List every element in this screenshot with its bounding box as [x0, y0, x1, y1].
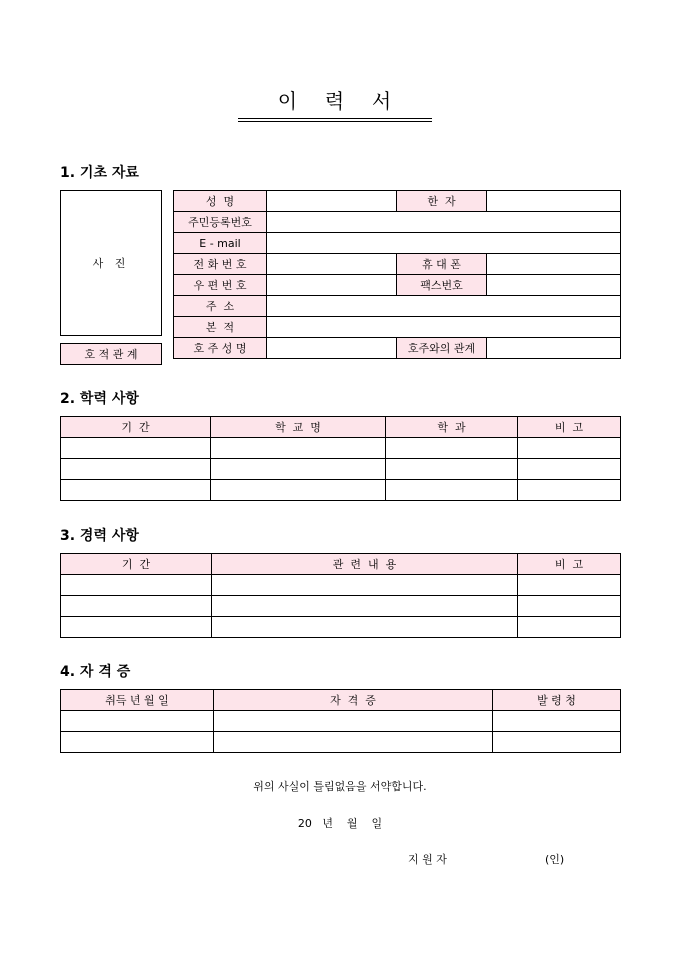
photo-label: 사 진: [92, 257, 130, 270]
table-row: [61, 438, 621, 459]
edu-cell[interactable]: [386, 459, 518, 480]
origin-field[interactable]: [267, 317, 621, 338]
edu-header-school: 학 교 명: [211, 417, 386, 438]
career-cell[interactable]: [518, 596, 621, 617]
edu-header-note: 비 고: [518, 417, 621, 438]
date-line: 20 년 월 일: [297, 817, 383, 830]
career-cell[interactable]: [518, 575, 621, 596]
table-row: [61, 480, 621, 501]
pledge-text: 위의 사실이 틀림없음을 서약합니다.: [253, 780, 427, 793]
hanja-label: 한 자: [397, 191, 487, 212]
head-name-field[interactable]: [267, 338, 397, 359]
fax-field[interactable]: [487, 275, 621, 296]
section-career-title: 3. 경력 사항: [60, 528, 139, 544]
mobile-label: 휴 대 폰: [397, 254, 487, 275]
phone-field[interactable]: [267, 254, 397, 275]
license-header-issuer: 발 령 청: [493, 690, 621, 711]
email-field[interactable]: [267, 233, 621, 254]
career-cell[interactable]: [518, 617, 621, 638]
career-header-note: 비 고: [518, 554, 621, 575]
name-label: 성 명: [174, 191, 267, 212]
phone-label: 전 화 번 호: [174, 254, 267, 275]
career-header-content: 관 련 내 용: [212, 554, 518, 575]
address-label: 주 소: [174, 296, 267, 317]
table-row: [61, 596, 621, 617]
origin-label: 본 적: [174, 317, 267, 338]
career-cell[interactable]: [212, 575, 518, 596]
applicant-label: 지 원 자: [408, 853, 447, 866]
table-row: [61, 617, 621, 638]
edu-cell[interactable]: [61, 438, 211, 459]
career-header-period: 기 간: [61, 554, 212, 575]
edu-cell[interactable]: [211, 438, 386, 459]
edu-header-major: 학 과: [386, 417, 518, 438]
head-name-label: 호 주 성 명: [174, 338, 267, 359]
license-cell[interactable]: [214, 711, 493, 732]
email-label: E - mail: [174, 233, 267, 254]
license-table: [60, 689, 621, 753]
edu-cell[interactable]: [386, 438, 518, 459]
edu-cell[interactable]: [386, 480, 518, 501]
section-education-title: 2. 학력 사항: [60, 391, 139, 407]
table-row: [61, 575, 621, 596]
basic-info-table: [173, 190, 621, 359]
edu-cell[interactable]: [518, 438, 621, 459]
edu-cell[interactable]: [61, 459, 211, 480]
address-field[interactable]: [267, 296, 621, 317]
postal-field[interactable]: [267, 275, 397, 296]
family-rel-label: 호 적 관 계: [61, 344, 162, 365]
table-row: [61, 459, 621, 480]
mobile-field[interactable]: [487, 254, 621, 275]
edu-cell[interactable]: [518, 459, 621, 480]
hanja-field[interactable]: [487, 191, 621, 212]
document-title: 이 력 서: [277, 89, 393, 113]
head-rel-field[interactable]: [487, 338, 621, 359]
edu-header-period: 기 간: [61, 417, 211, 438]
license-header-name: 자 격 증: [214, 690, 493, 711]
fax-label: 팩스번호: [397, 275, 487, 296]
table-row: [61, 732, 621, 753]
table-row: [61, 711, 621, 732]
license-cell[interactable]: [61, 732, 214, 753]
section-license-title: 4. 자 격 증: [60, 664, 131, 680]
edu-cell[interactable]: [61, 480, 211, 501]
rrn-label: 주민등록번호: [174, 212, 267, 233]
postal-label: 우 편 번 호: [174, 275, 267, 296]
title-underline: [238, 118, 432, 122]
photo-box: [60, 190, 162, 336]
name-field[interactable]: [267, 191, 397, 212]
license-cell[interactable]: [493, 732, 621, 753]
career-cell[interactable]: [212, 617, 518, 638]
rrn-field[interactable]: [267, 212, 621, 233]
family-rel-table: [60, 343, 162, 365]
edu-cell[interactable]: [211, 480, 386, 501]
career-cell[interactable]: [61, 575, 212, 596]
education-table: [60, 416, 621, 501]
license-cell[interactable]: [214, 732, 493, 753]
edu-cell[interactable]: [211, 459, 386, 480]
license-cell[interactable]: [61, 711, 214, 732]
career-table: [60, 553, 621, 638]
seal-label: (인): [545, 853, 565, 866]
career-cell[interactable]: [212, 596, 518, 617]
title-block: [238, 86, 432, 122]
head-rel-label: 호주와의 관계: [397, 338, 487, 359]
license-header-date: 취득 년 월 일: [61, 690, 214, 711]
career-cell[interactable]: [61, 617, 212, 638]
license-cell[interactable]: [493, 711, 621, 732]
section-basic-title: 1. 기초 자료: [60, 165, 139, 181]
edu-cell[interactable]: [518, 480, 621, 501]
career-cell[interactable]: [61, 596, 212, 617]
